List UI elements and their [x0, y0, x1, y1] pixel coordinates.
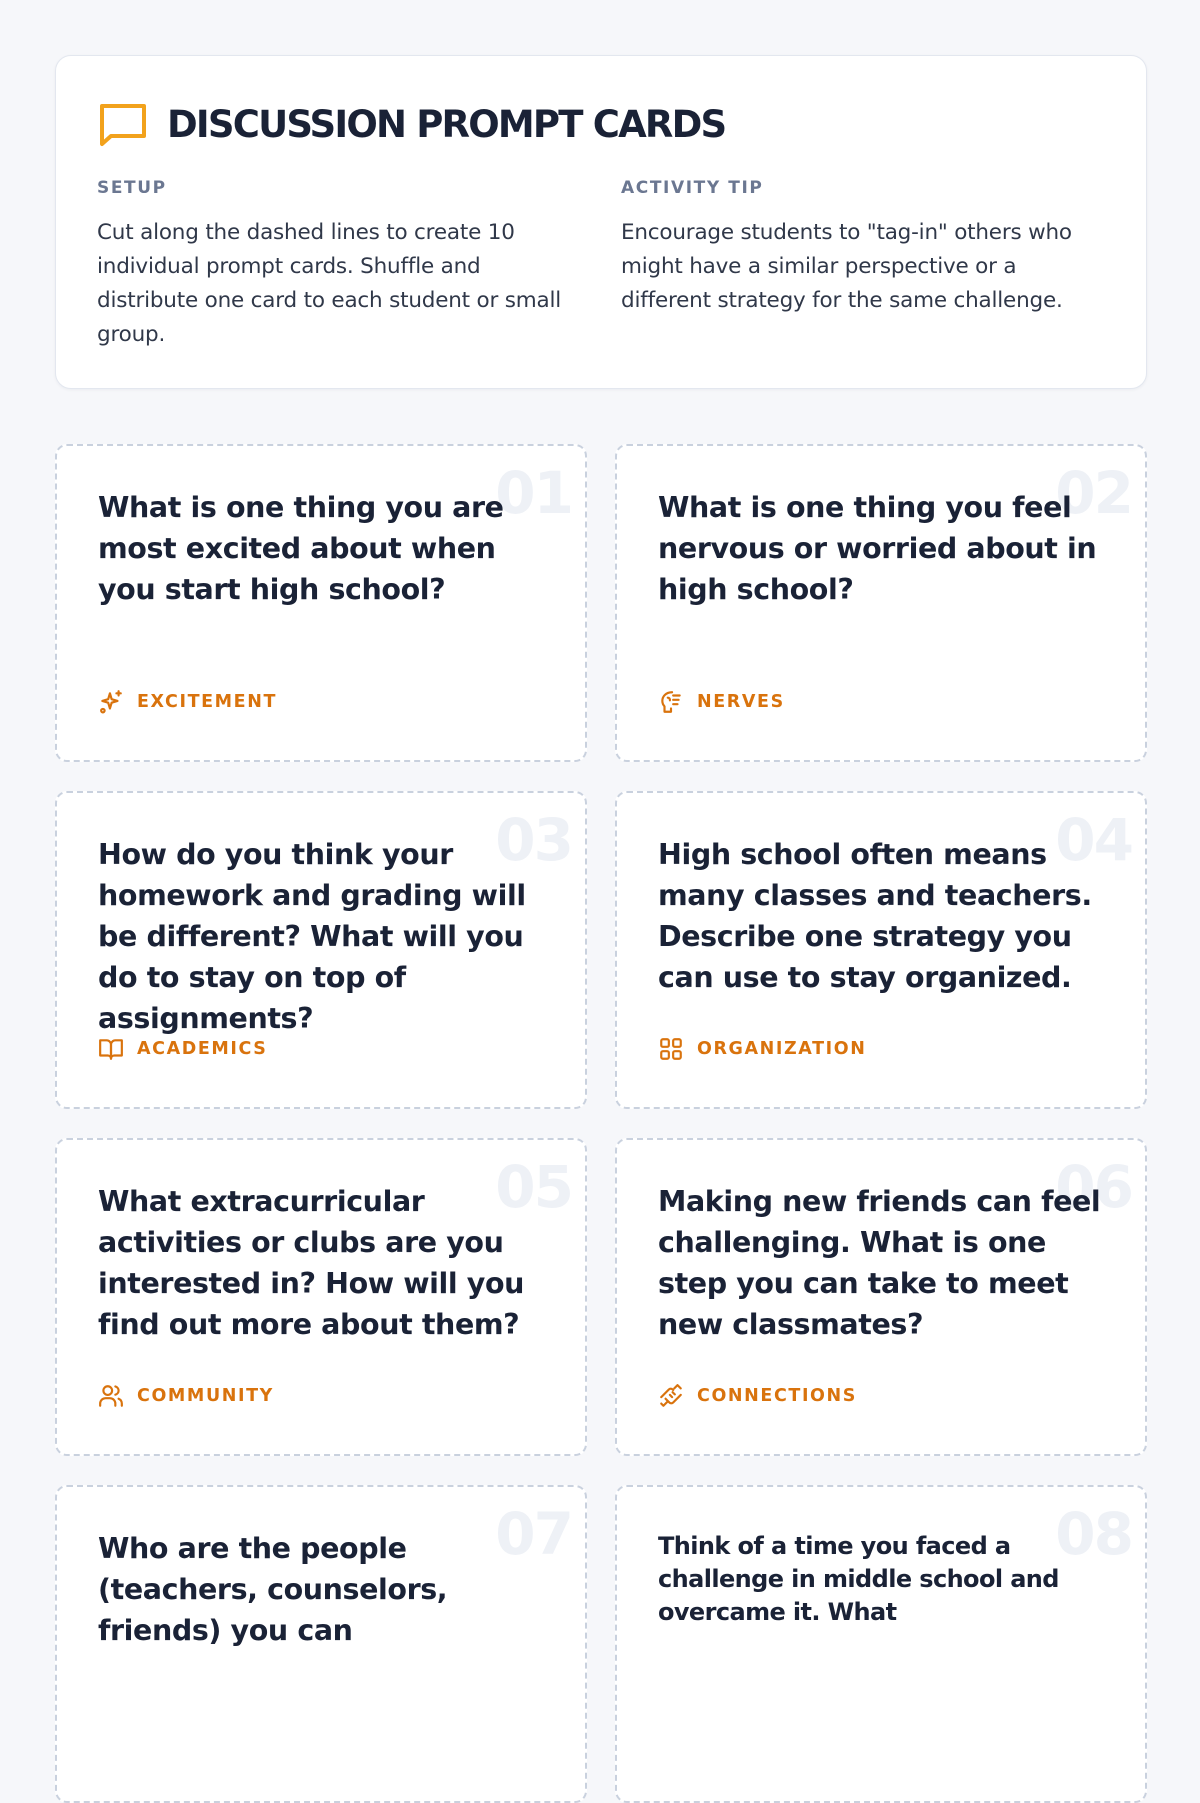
card-number: 04: [1055, 806, 1132, 874]
card-tag-label: NERVES: [697, 692, 785, 712]
layout-grid-icon: [658, 1036, 684, 1062]
card-tag-label: EXCITEMENT: [137, 692, 278, 712]
card-number: 03: [495, 806, 572, 874]
card-question: What extracurricular activities or clubs are you interested in? How will you find out more about them?: [98, 1185, 525, 1341]
prompt-card-08: [615, 1485, 1147, 1803]
activity-tip-section: [621, 178, 1111, 318]
card-number: 07: [495, 1500, 572, 1568]
activity-tip-text: Encourage students to "tag-in" others who might have a similar perspective or a different strategy for the same challenge.: [621, 220, 1072, 313]
card-number: 08: [1055, 1500, 1132, 1568]
book-open-icon: [98, 1036, 124, 1062]
prompt-card-06: [615, 1138, 1147, 1456]
card-tag-label: ORGANIZATION: [697, 1039, 867, 1059]
message-square-icon: [97, 98, 149, 150]
prompt-card-04: [615, 791, 1147, 1109]
prompt-card-02: [615, 444, 1147, 762]
card-number: 01: [495, 459, 572, 527]
card-tag: [658, 1036, 866, 1062]
prompt-card-05: [55, 1138, 587, 1456]
sparkles-icon: [98, 689, 124, 715]
card-question: What is one thing you feel nervous or worried about in high school?: [658, 491, 1097, 606]
card-number: 06: [1055, 1153, 1132, 1221]
card-number: 05: [495, 1153, 572, 1221]
card-question: How do you think your homework and grading will be different? What will you do to stay on top of assignments?: [98, 838, 526, 1035]
card-tag: [98, 689, 277, 715]
setup-heading: SETUP: [97, 178, 167, 198]
activity-tip-heading: ACTIVITY TIP: [621, 178, 764, 198]
card-question: What is one thing you are most excited about when you start high school?: [98, 491, 504, 606]
prompt-card-01: [55, 444, 587, 762]
card-tag-label: CONNECTIONS: [697, 1386, 857, 1406]
card-tag: [98, 1383, 274, 1409]
title-row: [97, 98, 725, 150]
card-tag-label: COMMUNITY: [137, 1386, 274, 1406]
card-tag-label: ACADEMICS: [137, 1039, 268, 1059]
card-number: 02: [1055, 459, 1132, 527]
handshake-icon: [658, 1383, 684, 1409]
card-tag: [658, 1383, 857, 1409]
users-icon: [98, 1383, 124, 1409]
card-question: Who are the people (teachers, counselors, friends) you can: [98, 1532, 448, 1647]
instructions-card: [55, 55, 1147, 389]
brain-icon: [658, 689, 684, 715]
page-title: DISCUSSION PROMPT CARDS: [167, 102, 726, 146]
card-question: Think of a time you faced a challenge in middle school and overcame it. What: [658, 1532, 1059, 1626]
card-tag: [98, 1036, 268, 1062]
setup-text: Cut along the dashed lines to create 10 individual prompt cards. Shuffle and distribute one card to each student or small group.: [97, 220, 562, 347]
prompt-card-03: [55, 791, 587, 1109]
card-question: High school often means many classes and teachers. Describe one strategy you can use to stay organized.: [658, 838, 1092, 994]
card-tag: [658, 689, 785, 715]
card-question: Making new friends can feel challenging. What is one step you can take to meet new classmates?: [658, 1185, 1101, 1341]
prompt-card-07: [55, 1485, 587, 1803]
setup-section: [97, 178, 587, 352]
